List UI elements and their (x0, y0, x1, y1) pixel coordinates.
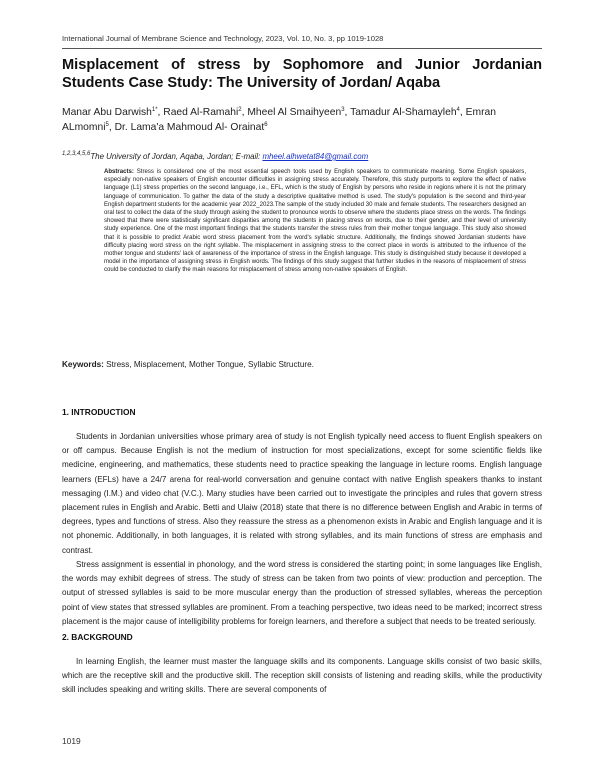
author-name: Emran ALmomni (62, 107, 496, 133)
author-name: Raed Al-Ramahi (163, 107, 239, 118)
author-sup: 6 (264, 121, 268, 128)
author-list: Manar Abu Darwish$^{1*}$, Raed Al-Ramahi$^2$, Mheel Al Smaihyeen$^3$, Tamadur Al-Shamayleh$^4$, Emran ALmomni$^5$, Dr. Lama'a Mahmoud Al- Orainat$^6$ (62, 107, 496, 133)
author-sup: 1* (151, 107, 158, 113)
author-sup: 2 (238, 107, 242, 113)
author-name: Dr. Lama'a Mahmoud Al- Orainat (114, 121, 265, 133)
abstract-label: Abstracts: (104, 169, 134, 175)
affiliation (62, 152, 542, 161)
keywords-text: Stress, Misplacement, Mother Tongue, Syllabic Structure. (103, 360, 314, 369)
intro-paragraph-2: Stress assignment is essential in phonology, and the word stress is considered the starting point; in some languages like English, the words may exhibit degrees of stress. The study of stress can be taken from two points of view: production and perception. The output of stressed syllables is said to be more muscular energy than the production of stressed syllables, whereas the perception point of view states that stressed syllables are prominent. From a teaching perspective, two ideas need to be marked; incorrect stress placement is the major cause of intelligibility problems for foreign learners, and therefore a subject that needs to be treated seriously. (62, 560, 542, 626)
author-name: Mheel Al Smaihyeen (247, 107, 342, 118)
paper-title: Misplacement of stress by Sophomore and Junior Jordanian Students Case Study: The University of Jordan/ Aqaba (62, 57, 542, 91)
background-heading: 2. BACKGROUND (62, 632, 133, 642)
author-name: Manar Abu Darwish (62, 107, 152, 118)
author-sup: 5 (105, 121, 109, 128)
affiliation-text: The University of Jordan, Aqaba, Jordan; E-mail: (90, 152, 263, 161)
intro-paragraph-1: Students in Jordanian universities whose primary area of study is not English typically need access to fluent English speakers on or off campus. Because English is not the medium of instruction for most specializations, except for some scientific fields like medicine, engineering, and mathematics, these students need to practice speaking the language in lecture rooms. English language learners (EFLs) have a 24/7 arena for real-world conversation and genuine contact with native English speakers thanks to instant messaging (I.M.) and video chat (V.C.). Many studies have been carried out to investigate the principles and rules that govern stress placement rules in English and Arabic. Betti and Ulaiw (2018) state that there is no difference between English and Arabic in terms of degrees, types and functions of stress. Also they reassure the stress as a phenomenon exists in Arabic and English language and it is not phonemic. Additionally, in both languages, it is related with strong syllables, and its main functions of stress are emphasis and contrast. (62, 432, 542, 555)
author-sup: 4 (456, 107, 460, 113)
email-link[interactable]: mheel.alhwetat84@gmail.com (262, 152, 369, 161)
background-paragraph-1: In learning English, the learner must master the language skills and its components. Language skills consist of two basic skills, which are the receptive skill and the productive skill. The reception skill consists of listening and reading skills, while the productivity skill includes speaking and writing skills. There are several components of (62, 657, 542, 695)
page-number: 1019 (62, 736, 81, 746)
journal-header: International Journal of Membrane Science and Technology, 2023, Vol. 10, No. 3, pp 1019-1028 (62, 34, 384, 43)
affiliation-sup: 1,2,3,4,5,6 (62, 151, 91, 157)
intro-heading: 1. INTRODUCTION (62, 407, 136, 417)
author-name: Tamadur Al-Shamayleh (350, 107, 457, 118)
header-rule (62, 48, 542, 49)
abstract (104, 168, 526, 275)
abstract-text: Stress is considered one of the most essential speech tools used by English speakers to communicate meaning. Some English speakers, especially non-native speakers of English encounter difficulties in assigning stress accurately. Therefore, this study purports to explore the effect of native language (L1) stress properties on the second language, i.e., EFL, which is the study of English by persons who reside in regions where it is not the primary language of communication. To gather the data of the study a descriptive qualitative method is used. The study's population is the second and third-year English department students for the academic year 2022_2023.The sample of the study included 30 male and female students. The researchers designed an oral test to collect the data of the study through asking the student to pronounce words to observe where the students place stress on the words. The findings showed that there were statistically significant disparities among the students in placing stress on words, due to their gender, and their level of university study experience. One of the most important findings that the students transfer the stress rules from their mother tongue language. This study also showed that it is possible to predict Arabic word stress placement from the word's syllabic structure. Additionally, the findings showed Jordanian students have difficulty placing word stress on the right syllable. The misplacement in assigning stress to the correct place in words is attributed to the influence of the mother tongue and students' lack of awareness of the importance of stress in the English language. This study is distinguished study because it developed a model in the importance of assigning stress in English words. The findings of this study suggest that further studies in the reasons of misplacement of stress could be conducted to clarify the main reasons for misplacement of stress among non-native speakers of English. (104, 169, 527, 274)
author-sup: 3 (341, 107, 345, 113)
keywords-label: Keywords: (62, 360, 104, 369)
keywords (62, 360, 542, 369)
